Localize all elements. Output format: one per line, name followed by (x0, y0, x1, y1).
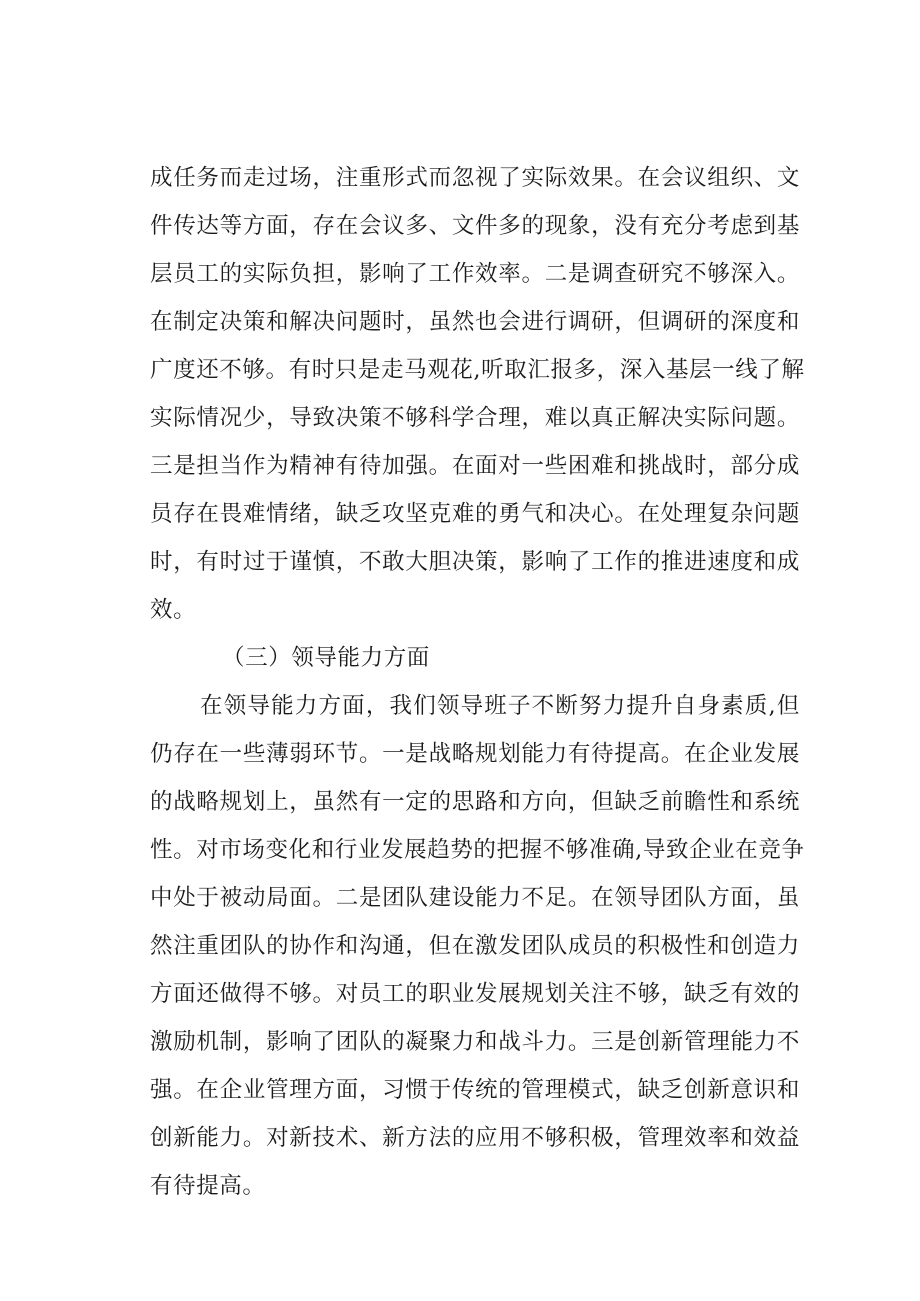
paragraph-line: 实际情况少，导致决策不够科学合理，难以真正解决实际问题。 (150, 405, 800, 431)
paragraph-line: 员存在畏难情绪，缺乏攻坚克难的勇气和决心。在处理复杂问题 (150, 501, 800, 527)
paragraph-line: 创新能力。对新技术、新方法的应用不够积极，管理效率和效益 (150, 1125, 800, 1151)
paragraph-line: 仍存在一些薄弱环节。一是战略规划能力有待提高。在企业发展 (150, 741, 800, 767)
paragraph-line: 效。 (150, 597, 197, 623)
paragraph-line: 广度还不够。有时只是走马观花,听取汇报多，深入基层一线了解 (150, 357, 805, 383)
paragraph-line: 方面还做得不够。对员工的职业发展规划关注不够，缺乏有效的 (150, 981, 800, 1007)
paragraph-line: 的战略规划上，虽然有一定的思路和方向，但缺乏前瞻性和系统 (150, 789, 800, 815)
paragraph-line: 强。在企业管理方面，习惯于传统的管理模式，缺乏创新意识和 (150, 1077, 800, 1103)
paragraph-line: 性。对市场变化和行业发展趋势的把握不够准确,导致企业在竞争 (150, 837, 805, 863)
paragraph-line: 件传达等方面，存在会议多、文件多的现象，没有充分考虑到基 (150, 213, 800, 239)
paragraph-line: 成任务而走过场，注重形式而忽视了实际效果。在会议组织、文 (150, 165, 800, 191)
paragraph-line: 在制定决策和解决问题时，虽然也会进行调研，但调研的深度和 (150, 309, 800, 335)
section-heading: （三）领导能力方面 (222, 645, 430, 671)
paragraph-line: 层员工的实际负担，影响了工作效率。二是调查研究不够深入。 (150, 261, 800, 287)
paragraph-line: 时，有时过于谨慎，不敢大胆决策，影响了工作的推进速度和成 (150, 549, 800, 575)
paragraph-line: 三是担当作为精神有待加强。在面对一些困难和挑战时，部分成 (150, 453, 800, 479)
paragraph-line: 有待提高。 (150, 1173, 266, 1199)
paragraph-line: 在领导能力方面，我们领导班子不断努力提升自身素质,但 (200, 693, 800, 719)
paragraph-line: 激励机制，影响了团队的凝聚力和战斗力。三是创新管理能力不 (150, 1029, 800, 1055)
paragraph-line: 然注重团队的协作和沟通，但在激发团队成员的积极性和创造力 (150, 933, 800, 959)
paragraph-line: 中处于被动局面。二是团队建设能力不足。在领导团队方面，虽 (150, 885, 800, 911)
